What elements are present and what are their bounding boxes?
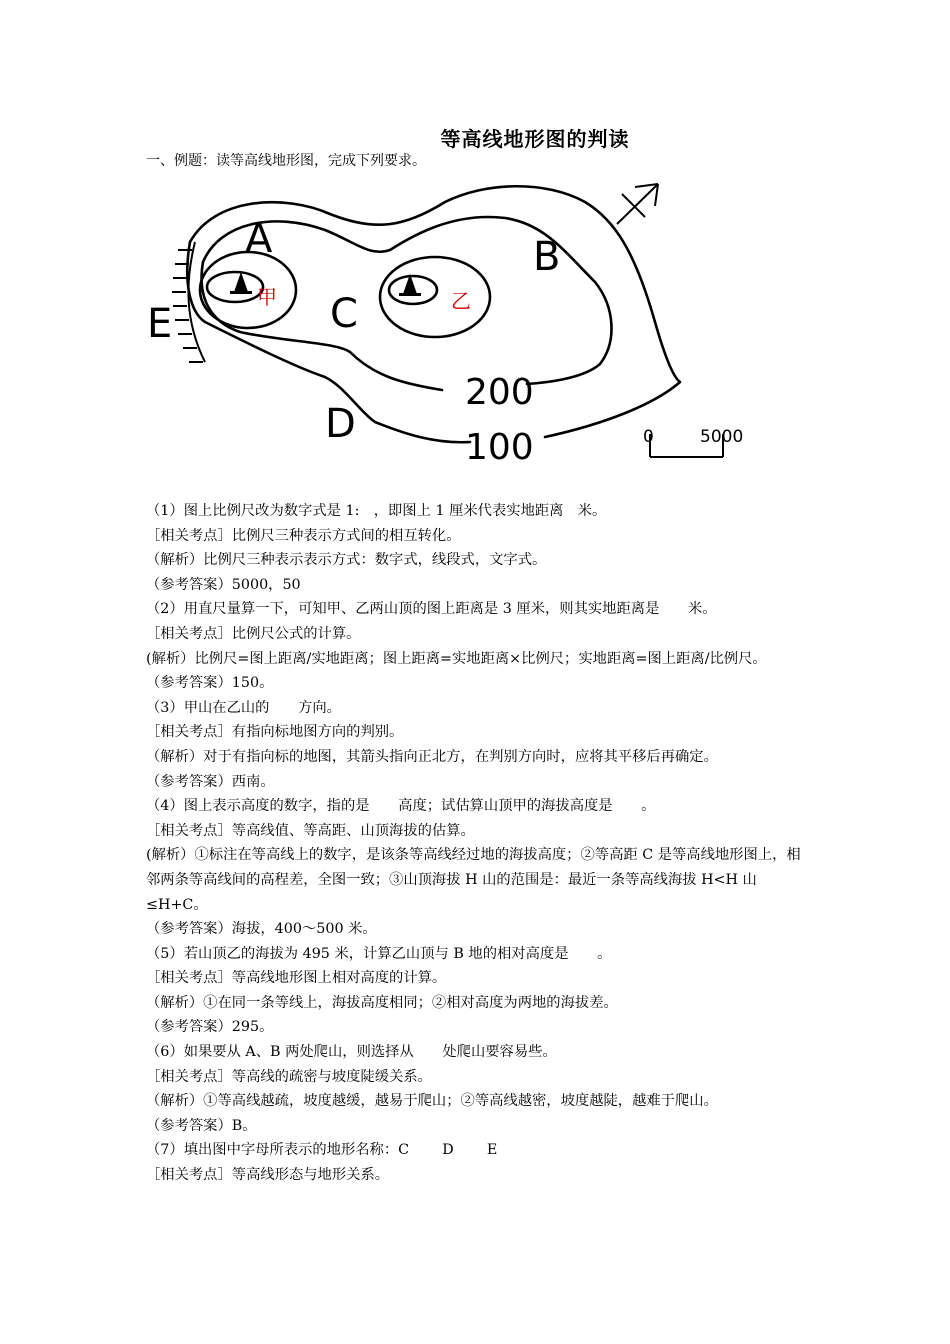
document-title: 等高线地形图的判读: [440, 127, 630, 151]
text-line: ［相关考点］等高线的疏密与坡度陡缓关系。: [146, 1068, 432, 1085]
text-line: （5）若山顶乙的海拔为 495 米，计算乙山顶与 B 地的相对高度是 。: [146, 945, 612, 962]
label-E: E: [147, 301, 173, 347]
label-yi: 乙: [451, 289, 471, 313]
label-scale-0: 0: [643, 427, 654, 447]
label-scale-5000: 5000: [700, 427, 744, 447]
text-line: （7）填出图中字母所表示的地形名称：C D E: [146, 1142, 498, 1159]
label-D: D: [325, 401, 356, 447]
text-line: （2）用直尺量算一下，可知甲、乙两山顶的图上距离是 3 厘米，则其实地距离是 米。: [146, 601, 717, 618]
text-line: （参考答案）5000，50: [146, 576, 301, 593]
text-line: （解析）比例尺三种表示表示方式：数字式，线段式，文字式。: [146, 552, 547, 569]
north-arrow-icon: [617, 184, 658, 224]
text-line: ［相关考点］比例尺公式的计算。: [146, 625, 361, 642]
label-A: A: [245, 216, 273, 262]
label-contour-100: 100: [465, 427, 534, 468]
text-line: （6）如果要从 A、B 两处爬山，则选择从 处爬山要容易些。: [146, 1044, 557, 1061]
question-list: [146, 499, 814, 1188]
label-B: B: [533, 234, 561, 280]
text-line: （解析）对于有指向标的地图，其箭头指向正北方，在判别方向时，应将其平移后再确定。: [146, 748, 718, 765]
text-line: （参考答案）B。: [146, 1117, 257, 1134]
text-line: （解析）①在同一条等线上，海拔高度相同；②相对高度为两地的海拔差。: [146, 994, 618, 1011]
label-jia: 甲: [257, 285, 277, 309]
text-line: ［相关考点］有指向标地图方向的判别。: [146, 724, 404, 741]
text-line: （参考答案）150。: [146, 675, 274, 692]
label-contour-200: 200: [465, 372, 534, 413]
text-line: (解析）比例尺=图上距离/实地距离；图上距离=实地距离×比例尺；实地距离=图上距离/比例尺。: [146, 650, 767, 667]
peak-jia-icon: [230, 272, 252, 294]
text-line: (解析）①标注在等高线上的数字，是该条等高线经过地的海拔高度；②等高距 C 是等高线地形图上，相邻两条等高线间的高程差，全图一致；③山顶海拔 H 山的范围是：最近一条等高线海拔 H<H 山≤H+C。: [146, 847, 801, 913]
text-line: ［相关考点］等高线形态与地形关系。: [146, 1167, 390, 1184]
text-line: （4）图上表示高度的数字，指的是 高度；试估算山顶甲的海拔高度是 。: [146, 798, 656, 815]
text-line: （3）甲山在乙山的 方向。: [146, 699, 341, 716]
text-line: （参考答案）295。: [146, 1019, 274, 1036]
text-line: （参考答案）西南。: [146, 773, 275, 790]
text-line: （1）图上比例尺改为数字式是 1: ，即图上 1 厘米代表实地距离 米。: [146, 503, 607, 519]
label-C: C: [330, 291, 358, 337]
text-line: ［相关考点］比例尺三种表示方式间的相互转化。: [146, 527, 461, 544]
contour-map-figure: [145, 172, 755, 477]
text-line: ［相关考点］等高线地形图上相对高度的计算。: [146, 970, 447, 987]
text-line: （参考答案）海拔，400～500 米。: [146, 921, 377, 938]
text-line: （解析）①等高线越疏，坡度越缓，越易于爬山；②等高线越密，坡度越陡，越难于爬山。: [146, 1093, 718, 1110]
text-line: ［相关考点］等高线值、等高距、山顶海拔的估算。: [146, 822, 475, 839]
intro-text: 一、例题：读等高线地形图，完成下列要求。: [146, 153, 426, 169]
